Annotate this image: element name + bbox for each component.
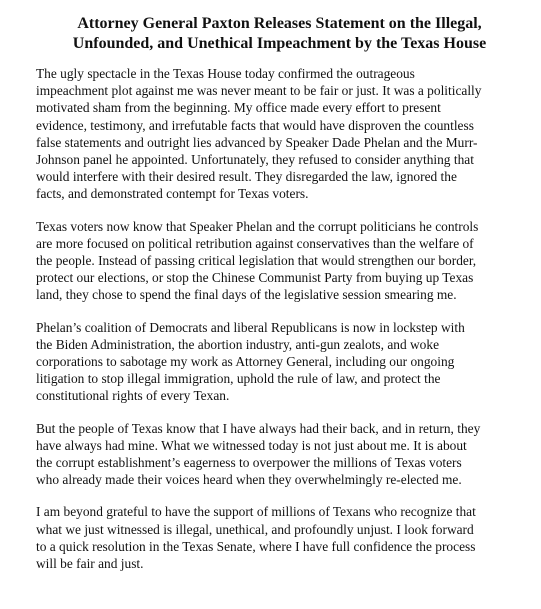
paragraph-3	[36, 319, 523, 405]
text-line: But the people of Texas know that I have always had their back, and in return, they	[36, 420, 481, 436]
text-line: will be fair and just.	[36, 556, 144, 572]
text-line: false statements and outright lies advanced by Speaker Dade Phelan and the Murr-	[36, 134, 478, 150]
text-line: facts, and demonstrated contempt for Texas voters.	[36, 186, 309, 202]
paragraph-5	[36, 503, 523, 572]
text-line: the corrupt establishment’s eagerness to overpower the millions of Texas voters	[36, 455, 462, 471]
text-line: The ugly spectacle in the Texas House today confirmed the outrageous	[36, 66, 415, 81]
text-line: Johnson panel he appointed. Unfortunately, they refused to consider anything that	[36, 152, 474, 168]
text-line: Phelan’s coalition of Democrats and liberal Republicans is now in lockstep with	[36, 319, 465, 335]
text-line: the Biden Administration, the abortion industry, anti-gun zealots, and woke	[36, 336, 440, 352]
text-line: are more focused on political retribution against conservatives than the welfare of	[36, 235, 474, 251]
text-line: I am beyond grateful to have the support of millions of Texans who recognize that	[36, 504, 476, 520]
text-line: litigation to stop illegal immigration, uphold the rule of law, and protect the	[36, 371, 441, 387]
text-line: motivated sham from the beginning. My office made every effort to present	[36, 100, 441, 116]
title-line: Attorney General Paxton Releases Statement on the Illegal,	[77, 15, 482, 32]
text-line: to a quick resolution in the Texas Senate, where I have full confidence the process	[36, 538, 476, 554]
document-title	[36, 14, 523, 54]
text-line: evidence, testimony, and irrefutable facts that would have disproven the countless	[36, 117, 474, 133]
text-line: who already made their voices heard when they overwhelmingly re-elected me.	[36, 472, 462, 488]
text-line: impeachment plot against me was never meant to be fair or just. It was a politically	[36, 83, 482, 99]
text-line: have always had mine. What we witnessed today is not just about me. It is about	[36, 437, 467, 453]
text-line: Texas voters now know that Speaker Phelan and the corrupt politicians he controls	[36, 218, 479, 234]
text-line: the people. Instead of passing critical legislation that would strengthen our border,	[36, 253, 477, 269]
paragraph-4	[36, 420, 523, 489]
text-line: constitutional rights of every Texan.	[36, 388, 230, 404]
paragraph-1	[36, 65, 523, 203]
text-line: protect our elections, or stop the Chinese Communist Party from buying up Texas	[36, 270, 474, 286]
text-line: would interfere with their desired result. They disregarded the law, ignored the	[36, 169, 457, 185]
text-line: what we just witnessed is illegal, unethical, and profoundly unjust. I look forward	[36, 521, 474, 537]
text-line: corporations to sabotage my work as Attorney General, including our ongoing	[36, 354, 455, 370]
title-line: Unfounded, and Unethical Impeachment by the Texas House	[72, 35, 487, 52]
text-line: land, they chose to spend the final days of the legislative session smearing me.	[36, 287, 457, 303]
paragraph-2	[36, 218, 523, 304]
